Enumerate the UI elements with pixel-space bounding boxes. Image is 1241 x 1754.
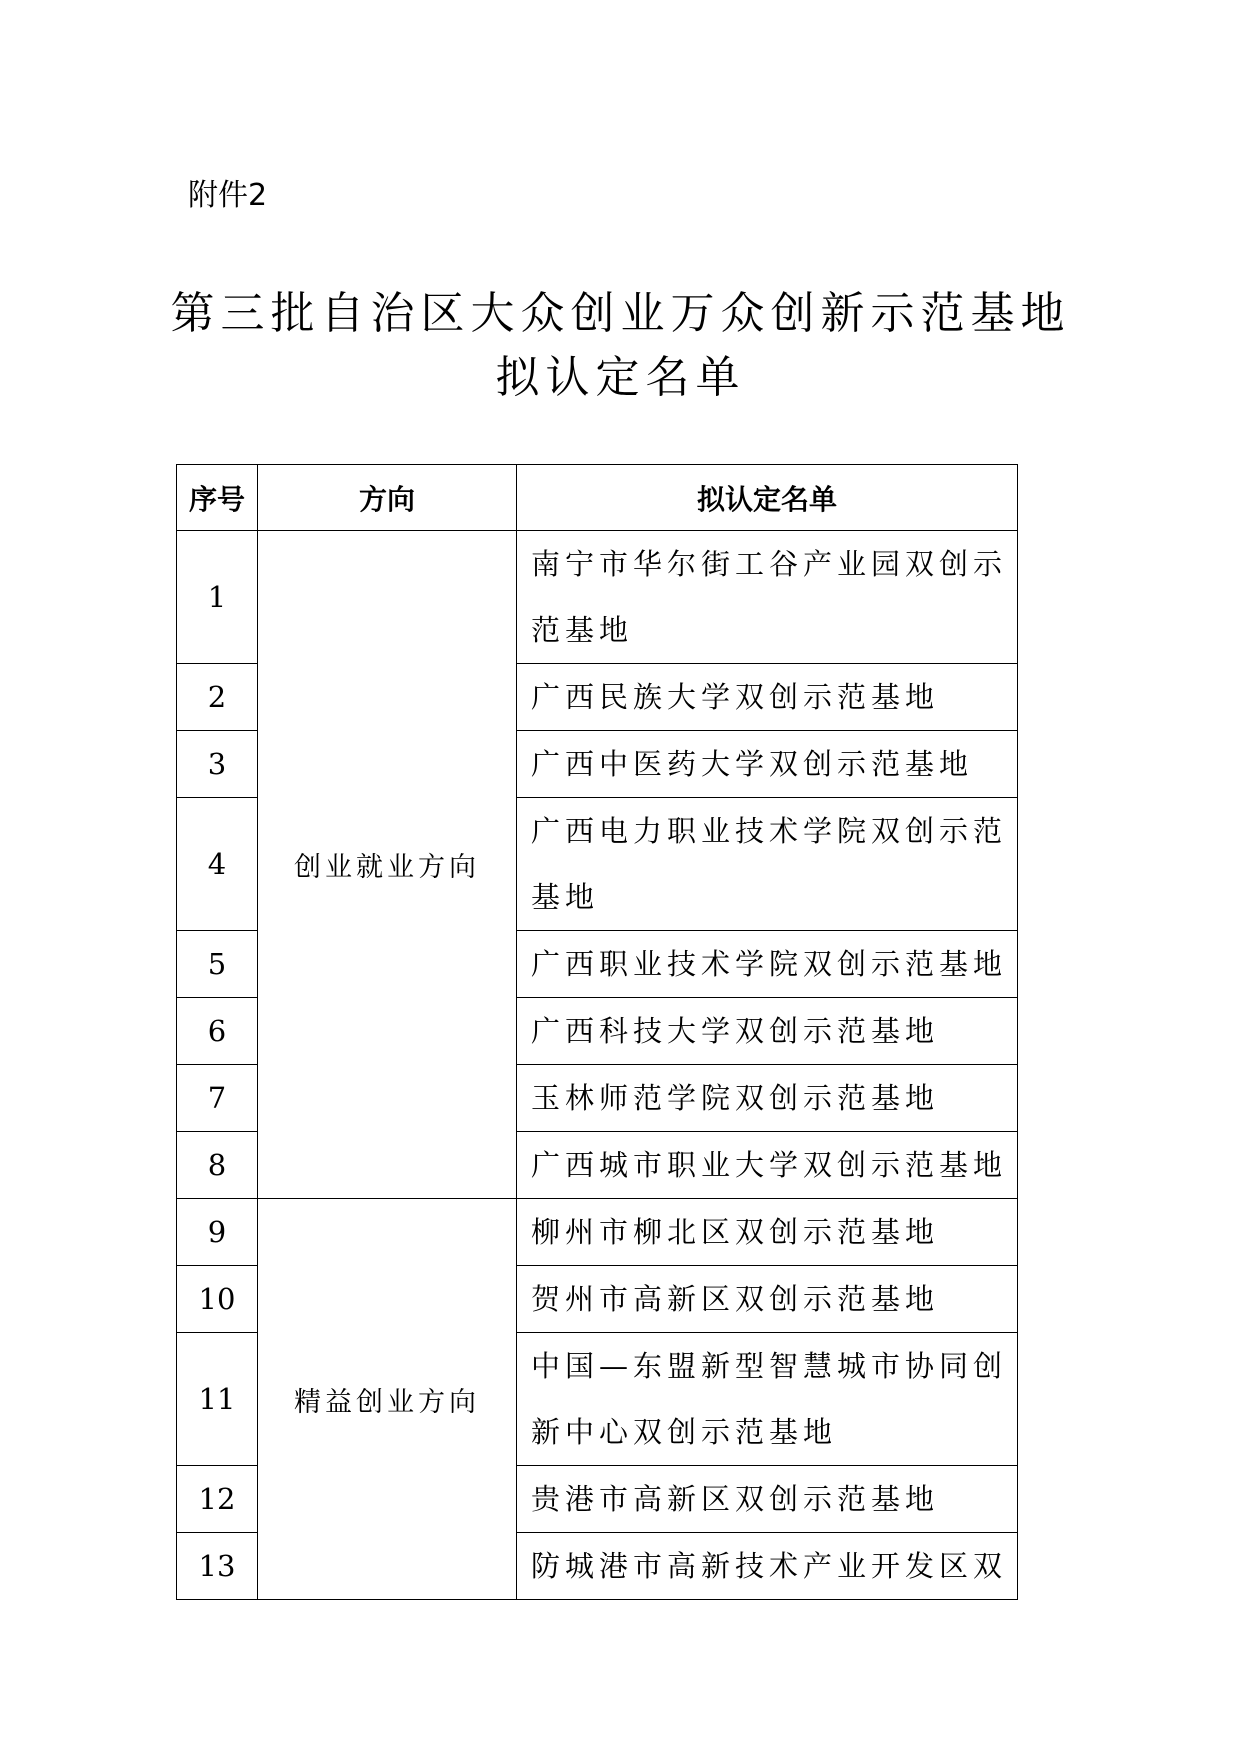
row-number: 6 (177, 998, 258, 1065)
base-name: 广西民族大学双创示范基地 (517, 664, 1018, 731)
base-name: 贵港市高新区双创示范基地 (517, 1466, 1018, 1533)
base-name: 柳州市柳北区双创示范基地 (517, 1199, 1018, 1266)
row-number: 3 (177, 731, 258, 798)
header-name: 拟认定名单 (517, 465, 1018, 531)
base-name: 玉林师范学院双创示范基地 (517, 1065, 1018, 1132)
table-header-row (177, 465, 1018, 531)
row-number: 7 (177, 1065, 258, 1132)
row-number: 8 (177, 1132, 258, 1199)
document-title (0, 282, 1241, 410)
row-number: 4 (177, 798, 258, 931)
row-number: 11 (177, 1333, 258, 1466)
attachment-label: 附件2 (188, 178, 268, 213)
base-name: 广西职业技术学院双创示范基地 (517, 931, 1018, 998)
row-number: 1 (177, 531, 258, 664)
base-name: 贺州市高新区双创示范基地 (517, 1266, 1018, 1333)
base-name: 广西城市职业大学双创示范基地 (517, 1132, 1018, 1199)
base-name: 广西科技大学双创示范基地 (517, 998, 1018, 1065)
base-name: 中国—东盟新型智慧城市协同创新中心双创示范基地 (517, 1333, 1018, 1466)
base-name: 防城港市高新技术产业开发区双 (517, 1533, 1018, 1600)
direction-cell: 创业就业方向 (258, 531, 517, 1199)
base-name: 广西中医药大学双创示范基地 (517, 731, 1018, 798)
row-number: 10 (177, 1266, 258, 1333)
row-number: 9 (177, 1199, 258, 1266)
header-direction: 方向 (258, 465, 517, 531)
candidate-table (176, 464, 1018, 1600)
base-name: 广西电力职业技术学院双创示范基地 (517, 798, 1018, 931)
title-line-1: 第三批自治区大众创业万众创新示范基地 (170, 288, 1071, 339)
header-number: 序号 (177, 465, 258, 531)
table-row (177, 531, 1018, 664)
row-number: 5 (177, 931, 258, 998)
base-name: 南宁市华尔街工谷产业园双创示范基地 (517, 531, 1018, 664)
title-line-2: 拟认定名单 (495, 352, 746, 403)
row-number: 13 (177, 1533, 258, 1600)
table-row (177, 1199, 1018, 1266)
direction-cell: 精益创业方向 (258, 1199, 517, 1600)
row-number: 2 (177, 664, 258, 731)
row-number: 12 (177, 1466, 258, 1533)
